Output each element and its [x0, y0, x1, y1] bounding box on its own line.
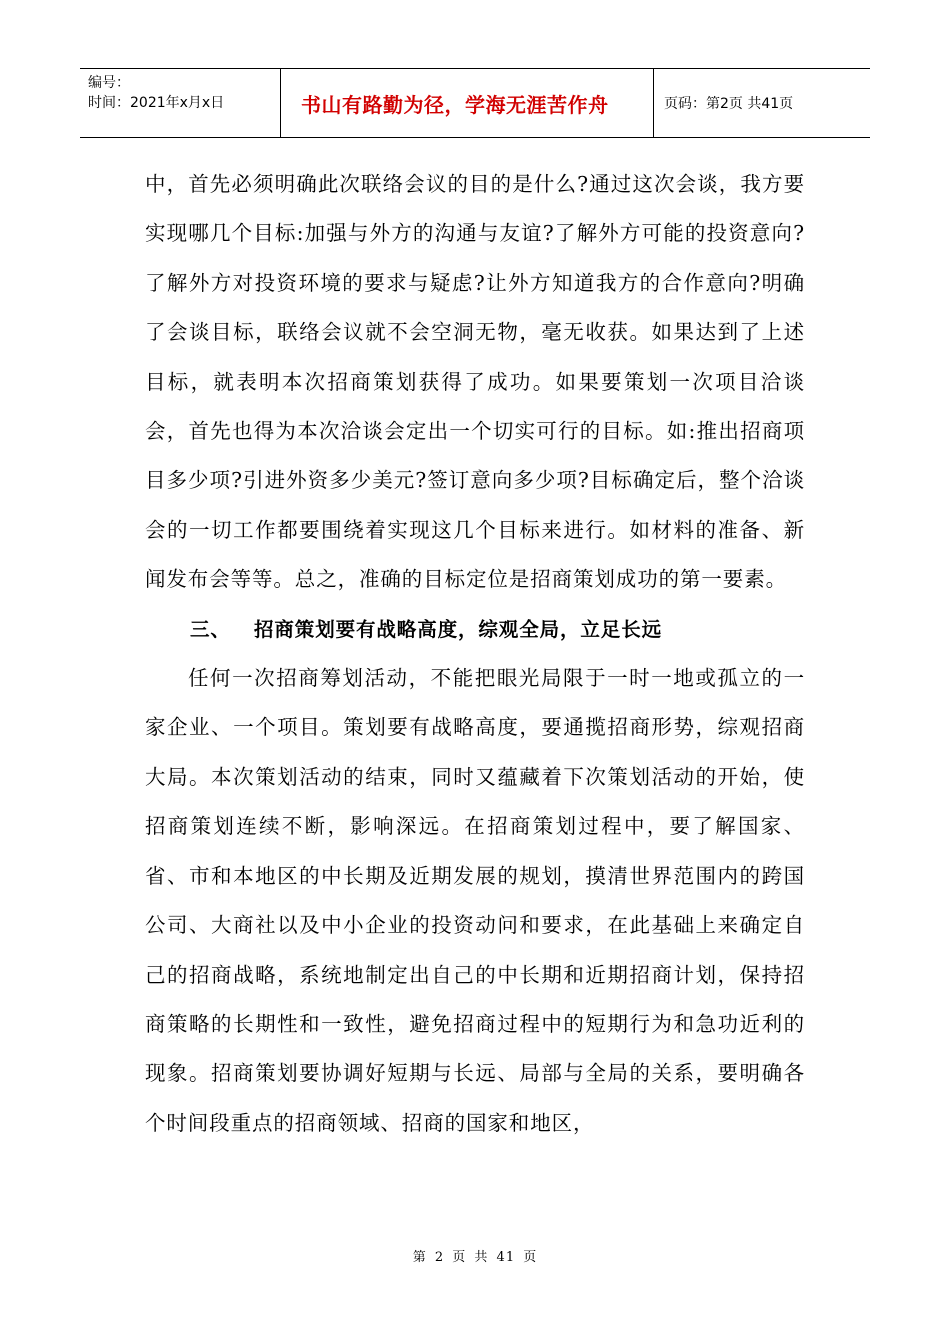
document-body	[145, 160, 805, 1148]
paragraph: 任何一次招商筹划活动，不能把眼光局限于一时一地或孤立的一家企业、一个项目。策划要有战略高度，要通揽招商形势，综观招商大局。本次策划活动的结束，同时又蕴藏着下次策划活动的开始，使招商策划连续不断，影响深远。在招商策划过程中，要了解国家、省、市和本地区的中长期及近期发展的规划，摸清世界范围内的跨国公司、大商社以及中小企业的投资动问和要求，在此基础上来确定自己的招商战略，系统地制定出自己的中长期和近期招商计划，保持招商策略的长期性和一致性，避免招商过程中的短期行为和急功近利的现象。招商策划要协调好短期与长远、局部与全局的关系，要明确各个时间段重点的招商领域、招商的国家和地区，	[145, 666, 805, 1135]
section-heading	[145, 605, 805, 654]
header-motto: 书山有路勤为径，学海无涯苦作舟	[281, 69, 654, 137]
time-label: 时间：2021年x月x日	[88, 95, 225, 111]
section-title: 招商策划要有战略高度，综观全局，立足长远	[254, 617, 663, 641]
header-meta	[80, 69, 281, 137]
section-number: 三、	[190, 617, 231, 641]
paragraph: 中，首先必须明确此次联络会议的目的是什么?通过这次会谈，我方要实现哪几个目标:加强与外方的沟通与友谊?了解外方可能的投资意向?了解外方对投资环境的要求与疑虑?让外方知道我方的合作意向?明确了会谈目标，联络会议就不会空洞无物，毫无收获。如果达到了上述目标，就表明本次招商策划获得了成功。如果要策划一次项目洽谈会，首先也得为本次洽谈会定出一个切实可行的目标。如:推出招商项目多少项?引进外资多少美元?签订意向多少项?目标确定后，整个洽谈会的一切工作都要围绕着实现这几个目标来进行。如材料的准备、新闻发布会等等。总之，准确的目标定位是招商策划成功的第一要素。	[145, 172, 805, 592]
number-label: 编号：	[88, 75, 130, 91]
document-header	[80, 68, 870, 138]
header-page-info: 页码：第2页 共41页	[664, 96, 794, 112]
page-footer: 第 2 页 共 41 页	[412, 1250, 538, 1265]
